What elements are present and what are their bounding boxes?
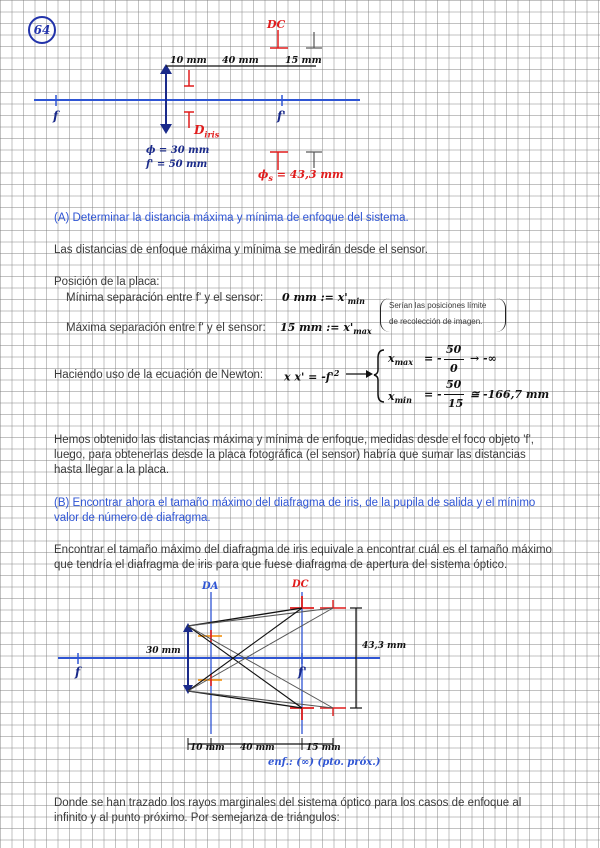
xmax-denominator: 0 [450, 362, 458, 375]
limit-note [380, 298, 506, 332]
placa-title: Posición de la placa: [54, 276, 160, 288]
fig1-dim-40: 40 mm [222, 55, 259, 66]
xmin-fraction-bar [444, 394, 464, 395]
max-separation-value: 15 mm := $x'_{max}$ [280, 321, 372, 337]
section-b-text: Encontrar el tamaño máximo del diafragma de iris equivale a encontrar cuál es el tamaño máximo que tendría el diafragma de iris para que fuese diafragma de apertura del sistema óptico. [54, 544, 552, 571]
newton-label: Haciendo uso de la ecuación de Newton: [54, 369, 264, 381]
fig1-phi: ϕ = 30 mm [146, 145, 210, 156]
closing-paragraph: Donde se han trazado los rayos marginales del sistema óptico para los casos de enfoque al infinito y al punto próximo. Por semejanza de triángulos: [54, 797, 522, 824]
fig1-phi-s: $\phi_s = 43,3$ mm [258, 168, 344, 184]
section-a-conclusion: Hemos obtenido las distancias máxima y mínima de enfoque, medidas desde el foco objeto 'f', luego, para obtenerlas desde la placa fotográfica (el sensor) habría que sumar las distancias hasta llegar a la placa. [54, 434, 534, 476]
xmax-result: → -∞ [470, 352, 497, 365]
fig2-label-da: DA [202, 581, 219, 592]
fig2-dim-40: 40 mm [240, 743, 275, 753]
min-separation-label: Mínima separación entre f' y el sensor: [66, 292, 264, 304]
min-separation-value: 0 mm := $x'_{min}$ [282, 291, 365, 307]
xmin-denominator: 15 [448, 397, 464, 410]
note-line-2: de recolección de imagen. [389, 317, 483, 326]
fig2-dim-43: 43,3 mm [362, 641, 407, 651]
fig1-dim-10: 10 mm [170, 55, 207, 66]
xmax-lhs: $x_{max}$ [388, 352, 413, 368]
fig1-label-fp: f' [277, 109, 286, 123]
xmin-lhs: $x_{min}$ [388, 390, 412, 406]
xmin-eq: = - [424, 388, 442, 401]
problem-number-badge: 64 [28, 16, 56, 44]
fig2-caption: enf.: (∞) (pto. próx.) [268, 757, 381, 768]
fig2-dim-10: 10 mm [190, 743, 225, 753]
section-a-intro: Las distancias de enfoque máxima y mínima se medirán desde el sensor. [54, 244, 428, 256]
fig2-label-dc: DC [292, 579, 309, 590]
fig2-dim-30: 30 mm [146, 646, 181, 656]
fig2-dim-15: 15 mm [306, 743, 341, 753]
xmin-numerator: 50 [446, 378, 462, 391]
fig2-label-f: f [75, 665, 81, 679]
fig1-fprime: f' = 50 mm [146, 159, 208, 170]
newton-brace [346, 346, 386, 406]
fig1-label-diris: $D_{iris}$ [194, 123, 220, 140]
xmax-eq: = - [424, 352, 442, 365]
xmin-result: ≅ -166,7 mm [470, 388, 550, 401]
fig1-label-dc: DC [267, 18, 286, 31]
note-line-1: Serían las posiciones límite [389, 301, 487, 310]
section-b-heading: (B) Encontrar ahora el tamaño máximo del diafragma de iris, de la pupila de salida y el mínimo valor de número de diafragma. [54, 497, 536, 524]
newton-equation: x $x' = -f'^2$ [284, 368, 340, 384]
fig1-dim-15: 15 mm [285, 55, 322, 66]
xmax-fraction-bar [444, 359, 464, 360]
fig2-label-fp: f' [298, 665, 307, 679]
xmax-numerator: 50 [446, 343, 462, 356]
max-separation-label: Máxima separación entre f' y el sensor: [66, 322, 266, 334]
section-a-heading: (A) Determinar la distancia máxima y mínima de enfoque del sistema. [54, 212, 409, 224]
lens-arrow-bottom [160, 124, 172, 134]
fig1-label-f: f [53, 109, 59, 123]
